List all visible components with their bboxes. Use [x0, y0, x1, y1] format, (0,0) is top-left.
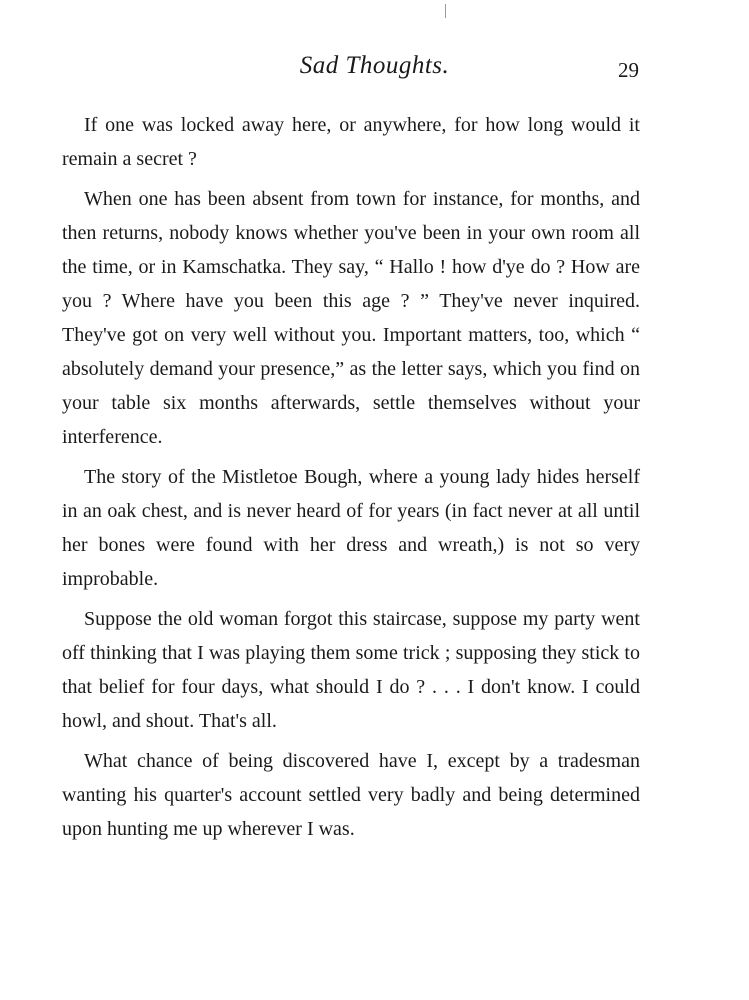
paragraph: Suppose the old woman forgot this staircase, suppose my party went off thinking that I was playing them some trick ; supposing they stick to that belief for four days, what should I do ? . . . I don't know. I could howl, and shout. That's all. — [62, 608, 640, 732]
page-number: 29 — [618, 58, 639, 82]
paragraph: If one was locked away here, or anywhere, for how long would it remain a secret ? — [62, 114, 640, 170]
paragraph: When one has been absent from town for instance, for months, and then returns, nobody knows whether you've been in your own room all the time, or in Kamschatka. They say, “ Hallo ! how d'ye do ? How are you ? Where have you been this age ? ” They've never inquired. They've got on very well without you. Important matters, too, which “ absolutely demand your presence,” as the letter says, which you find on your table six months afterwards, settle themselves without your interference. — [62, 188, 640, 448]
paragraph: What chance of being discovered have I, except by a tradesman wanting his quarter's account settled very badly and being determined upon hunting me up wherever I was. — [62, 750, 640, 840]
page-speck — [445, 4, 446, 18]
paragraph: The story of the Mistletoe Bough, where a young lady hides herself in an oak chest, and is never heard of for years (in fact never at all until her bones were found with her dress and wreath,) is not so very improbable. — [62, 466, 640, 590]
body-text — [62, 108, 640, 852]
running-title: Sad Thoughts. — [299, 52, 450, 79]
